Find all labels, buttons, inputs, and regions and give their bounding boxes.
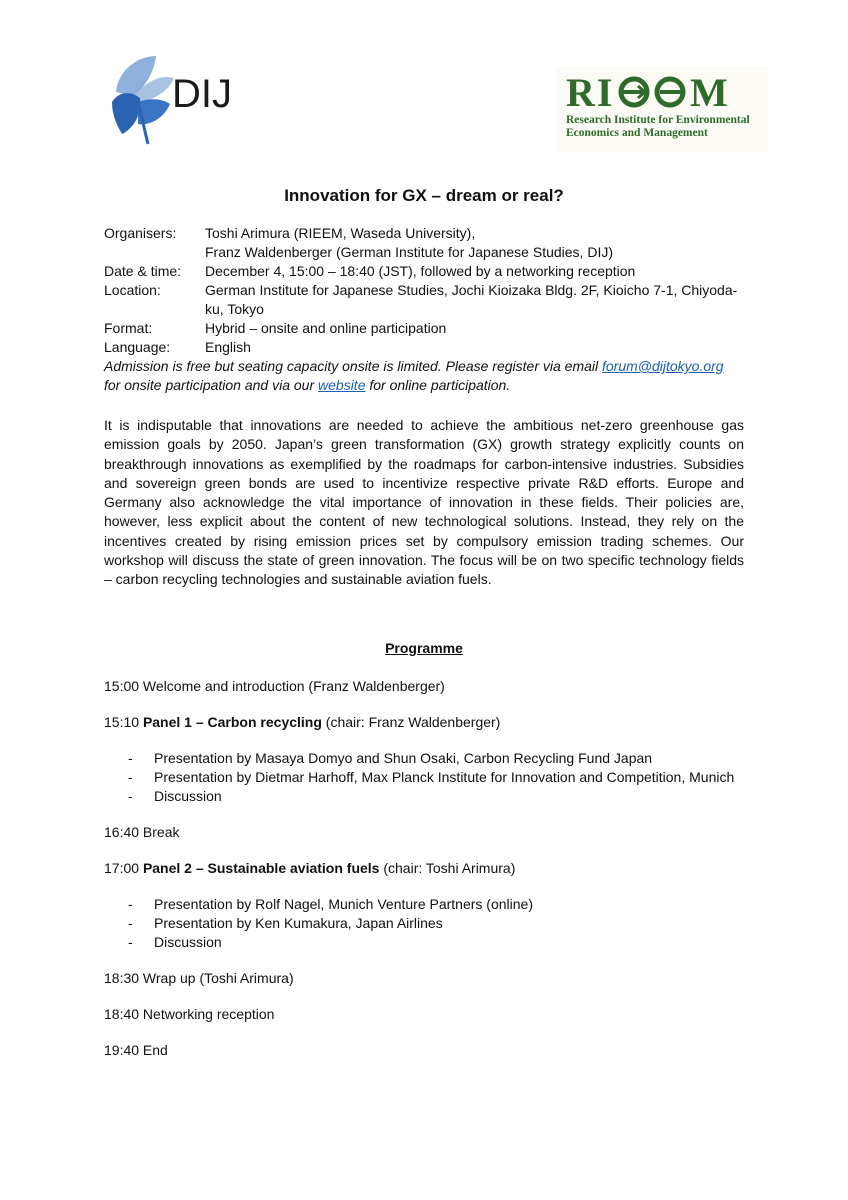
panel1-sublist xyxy=(104,749,754,806)
rieem-subtitle-line1: Research Institute for Environmental xyxy=(566,114,750,126)
ginkgo-leaf-icon xyxy=(108,52,178,148)
dash-bullet: - xyxy=(128,788,133,804)
info-label: Format: xyxy=(104,320,153,336)
programme-item-networking: 18:40 Networking reception xyxy=(104,1006,275,1022)
programme-item-break: 16:40 Break xyxy=(104,824,180,840)
svg-text:M: M xyxy=(690,70,730,114)
list-item xyxy=(104,895,754,914)
rieem-wordmark-graphic xyxy=(566,70,756,114)
rieem-subtitle xyxy=(566,114,750,140)
list-item xyxy=(104,768,754,787)
dij-wordmark: DIJ xyxy=(172,72,232,116)
list-item-text: Presentation by Ken Kumakura, Japan Airlines xyxy=(154,915,443,931)
programme-item-panel2 xyxy=(104,859,754,878)
email-link[interactable]: forum@dijtokyo.org xyxy=(602,358,724,374)
info-row-organisers xyxy=(104,224,754,262)
panel-time: 15:10 xyxy=(104,714,143,730)
info-value xyxy=(205,319,754,338)
panel-title: Panel 1 – Carbon recycling xyxy=(142,714,322,730)
programme-item-wrapup: 18:30 Wrap up (Toshi Arimura) xyxy=(104,970,294,986)
programme-item-panel1 xyxy=(104,713,754,732)
list-item-text: Discussion xyxy=(154,934,222,950)
programme-item-welcome: 15:00 Welcome and introduction (Franz Waldenberger) xyxy=(104,678,445,694)
programme-heading: Programme xyxy=(385,640,463,656)
list-item-text: Presentation by Masaya Domyo and Shun Osaki, Carbon Recycling Fund Japan xyxy=(154,750,653,766)
rieem-subtitle-line2: Economics and Management xyxy=(566,127,708,139)
info-label: Organisers: xyxy=(104,225,177,241)
list-item-text: Presentation by Rolf Nagel, Munich Venture Partners (online) xyxy=(154,896,533,912)
dash-bullet: - xyxy=(128,934,133,950)
svg-text:RI: RI xyxy=(566,70,615,114)
panel-chair: (chair: Franz Waldenberger) xyxy=(321,714,501,730)
admission-text: for onsite participation and via our xyxy=(104,377,319,393)
info-row-format xyxy=(104,319,754,338)
rieem-logo xyxy=(556,66,768,152)
info-line: December 4, 15:00 – 18:40 (JST), followed by a networking reception xyxy=(205,263,636,279)
info-value xyxy=(205,262,754,281)
page-title: Innovation for GX – dream or real? xyxy=(284,186,564,205)
info-label: Language: xyxy=(104,339,171,355)
dash-bullet: - xyxy=(128,896,133,912)
admission-note xyxy=(104,357,754,395)
info-row-location xyxy=(104,281,754,319)
info-line: Toshi Arimura (RIEEM, Waseda University), xyxy=(205,225,476,241)
info-row-language xyxy=(104,338,754,357)
website-link[interactable]: website xyxy=(318,377,366,393)
list-item xyxy=(104,749,754,768)
panel-chair: (chair: Toshi Arimura) xyxy=(379,860,516,876)
event-info xyxy=(104,224,754,395)
info-line: English xyxy=(205,339,251,355)
description-paragraph: It is indisputable that innovations are needed to achieve the ambitious net-zero greenhouse gas emission goals by 2050. Japan’s green transformation (GX) growth strategy explicitly counts on breakthrough innovations as exemplified by the roadmaps for carbon-intensive industries. Subsidies and sovereign green bonds are used to incentivize respective private R&D efforts. Europe and Germany also acknowledge the vital importance of innovation in these fields. Their policies are, however, less explicit about the content of new technological solutions. Instead, they rely on the incentives created by rising emission prices set by compulsory emission trading schemes. Our workshop will discuss the state of green innovation. The focus will be on two specific technology fields – carbon recycling technologies and sustainable aviation fuels. xyxy=(104,417,744,588)
info-value xyxy=(205,281,754,319)
list-item-text: Discussion xyxy=(154,788,222,804)
programme-item-end: 19:40 End xyxy=(104,1042,168,1058)
info-line: ku, Tokyo xyxy=(205,301,264,317)
list-item xyxy=(104,787,754,806)
info-label: Date & time: xyxy=(104,263,182,279)
info-value xyxy=(205,338,754,357)
list-item xyxy=(104,914,754,933)
admission-text: Admission is free but seating capacity onsite is limited. Please register via email xyxy=(104,358,602,374)
info-value xyxy=(205,224,754,262)
info-line: German Institute for Japanese Studies, Jochi Kioizaka Bldg. 2F, Kioicho 7-1, Chiyoda- xyxy=(205,282,738,298)
admission-text: for online participation. xyxy=(365,377,511,393)
info-row-datetime xyxy=(104,262,754,281)
dash-bullet: - xyxy=(128,750,133,766)
panel-time: 17:00 xyxy=(104,860,143,876)
dash-bullet: - xyxy=(128,915,133,931)
panel-title: Panel 2 – Sustainable aviation fuels xyxy=(142,860,380,876)
panel2-sublist xyxy=(104,895,754,952)
dash-bullet: - xyxy=(128,769,133,785)
info-label: Location: xyxy=(104,282,161,298)
list-item xyxy=(104,933,754,952)
list-item-text: Presentation by Dietmar Harhoff, Max Planck Institute for Innovation and Competition, Munich xyxy=(154,769,735,785)
info-line: Franz Waldenberger (German Institute for Japanese Studies, DIJ) xyxy=(205,244,613,260)
info-line: Hybrid – onsite and online participation xyxy=(205,320,447,336)
programme-list xyxy=(104,677,754,1077)
